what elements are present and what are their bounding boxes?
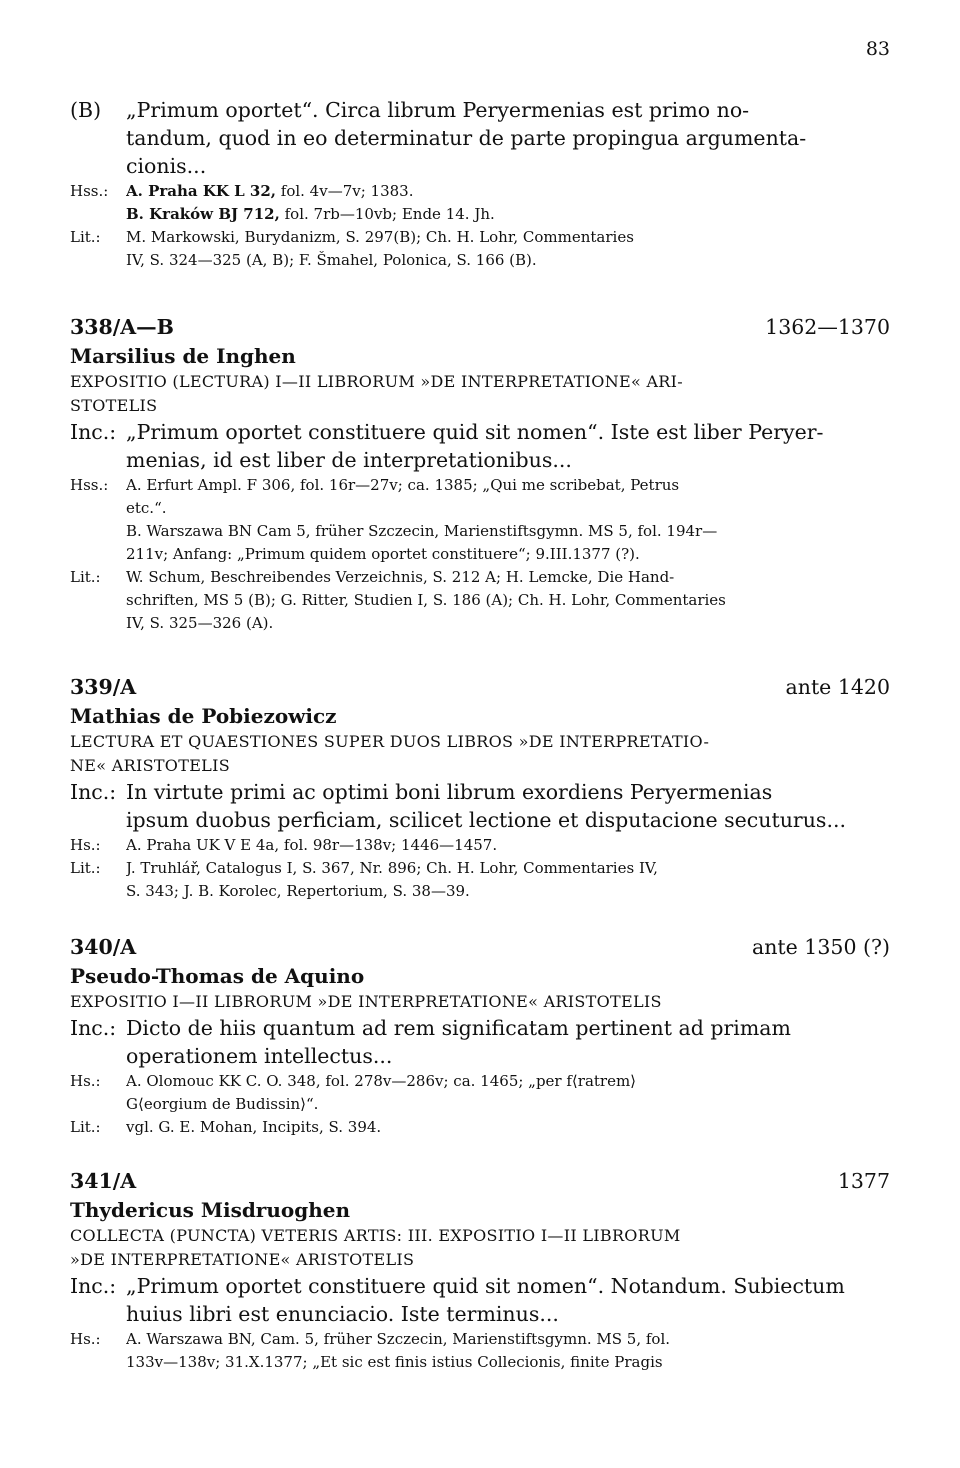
entry-338 bbox=[70, 312, 890, 635]
hss-label: Hss.: bbox=[70, 476, 109, 494]
hss-line: B. Warszawa BN Cam 5, früher Szczecin, Marienstiftsgymn. MS 5, fol. 194r— bbox=[126, 522, 718, 540]
lit-line: vgl. G. E. Mohan, Incipits, S. 394. bbox=[126, 1118, 382, 1136]
entry-title-line: STOTELIS bbox=[70, 396, 158, 415]
inc-label: Inc.: bbox=[70, 420, 117, 444]
lit-line: schriften, MS 5 (B); G. Ritter, Studien I, S. 186 (A); Ch. H. Lohr, Commentaries bbox=[126, 591, 726, 609]
page-number: 83 bbox=[865, 38, 890, 60]
hss-detail: fol. 4v—7v; 1383. bbox=[276, 182, 414, 200]
intro-line: tandum, quod in eo determinatur de parte propingua argumenta- bbox=[126, 126, 807, 150]
entry-341 bbox=[70, 1166, 890, 1374]
entry-title-line: EXPOSITIO I—II LIBRORUM »DE INTERPRETATIONE« ARISTOTELIS bbox=[70, 992, 662, 1011]
inc-line: „Primum oportet constituere quid sit nomen“. Iste est liber Peryer- bbox=[126, 420, 824, 444]
hss-line: 211v; Anfang: „Primum quidem oportet constituere“; 9.III.1377 (?). bbox=[126, 545, 640, 563]
entry-author: Mathias de Pobiezowicz bbox=[70, 704, 337, 728]
entry-number: 338/A—B bbox=[70, 315, 175, 339]
inc-line: menias, id est liber de interpretationibus... bbox=[126, 448, 572, 472]
entry-title-line: NE« ARISTOTELIS bbox=[70, 756, 230, 775]
lit-label: Lit.: bbox=[70, 568, 101, 586]
hss-line: 133v—138v; 31.X.1377; „Et sic est finis istius Collecionis, finite Pragis bbox=[126, 1353, 663, 1371]
entry-date: ante 1420 bbox=[785, 675, 890, 699]
lit-line: M. Markowski, Burydanizm, S. 297(B); Ch. H. Lohr, Commentaries bbox=[126, 228, 634, 246]
entry-number: 339/A bbox=[70, 675, 137, 699]
entry-number: 340/A bbox=[70, 935, 137, 959]
inc-label: Inc.: bbox=[70, 1274, 117, 1298]
inc-line: huius libri est enunciacio. Iste terminus... bbox=[126, 1302, 559, 1326]
inc-label: Inc.: bbox=[70, 1016, 117, 1040]
entry-title-line: COLLECTA (PUNCTA) VETERIS ARTIS: III. EXPOSITIO I—II LIBRORUM bbox=[70, 1226, 681, 1245]
entry-author: Thydericus Misdruoghen bbox=[70, 1198, 351, 1222]
lit-label: Lit.: bbox=[70, 859, 101, 877]
shelfmark: B. Kraków BJ 712, bbox=[126, 205, 280, 223]
intro-block bbox=[70, 96, 890, 272]
inc-label: Inc.: bbox=[70, 780, 117, 804]
lit-line: W. Schum, Beschreibendes Verzeichnis, S. 212 A; H. Lemcke, Die Hand- bbox=[126, 568, 675, 586]
entry-date: ante 1350 (?) bbox=[752, 935, 890, 959]
lit-line: IV, S. 325—326 (A). bbox=[126, 614, 274, 632]
inc-line: In virtute primi ac optimi boni librum exordiens Peryermenias bbox=[126, 780, 773, 804]
hss-line: A. Erfurt Ampl. F 306, fol. 16r—27v; ca. 1385; „Qui me scribebat, Petrus bbox=[126, 476, 680, 494]
inc-line: Dicto de hiis quantum ad rem significatam pertinent ad primam bbox=[126, 1016, 791, 1040]
hss-label: Hs.: bbox=[70, 1072, 101, 1090]
hss-label: Hs.: bbox=[70, 1330, 101, 1348]
hss-detail: fol. 7rb—10vb; Ende 14. Jh. bbox=[279, 205, 495, 223]
inc-line: operationem intellectus... bbox=[126, 1044, 393, 1068]
entry-title-line: »DE INTERPRETATIONE« ARISTOTELIS bbox=[70, 1250, 415, 1269]
hss-line: A. Warszawa BN, Cam. 5, früher Szczecin, Marienstiftsgymn. MS 5, fol. bbox=[126, 1330, 671, 1348]
entry-date: 1362—1370 bbox=[765, 315, 890, 339]
intro-line: cionis... bbox=[126, 154, 207, 178]
lit-line: S. 343; J. B. Korolec, Repertorium, S. 38—39. bbox=[126, 882, 470, 900]
entry-340 bbox=[70, 932, 890, 1139]
entry-author: Pseudo-Thomas de Aquino bbox=[70, 964, 365, 988]
entry-author: Marsilius de Inghen bbox=[70, 344, 296, 368]
entry-number: 341/A bbox=[70, 1169, 137, 1193]
lit-line: IV, S. 324—325 (A, B); F. Šmahel, Polonica, S. 166 (B). bbox=[126, 251, 537, 269]
intro-line: „Primum oportet“. Circa librum Peryermenias est primo no- bbox=[126, 98, 750, 122]
hss-line: G⟨eorgium de Budissin⟩“. bbox=[126, 1095, 319, 1113]
hss-line: etc.“. bbox=[126, 499, 167, 517]
lit-line: J. Truhlář, Catalogus I, S. 367, Nr. 896; Ch. H. Lohr, Commentaries IV, bbox=[126, 859, 658, 877]
hss-line: A. Praha UK V E 4a, fol. 98r—138v; 1446—1457. bbox=[126, 836, 498, 854]
inc-line: ipsum duobus perficiam, scilicet lectione et disputacione secuturus... bbox=[126, 808, 846, 832]
intro-label: (B) bbox=[70, 98, 102, 122]
lit-label: Lit.: bbox=[70, 1118, 101, 1136]
lit-label: Lit.: bbox=[70, 228, 101, 246]
entry-date: 1377 bbox=[837, 1169, 890, 1193]
hss-line: A. Olomouc KK C. O. 348, fol. 278v—286v; ca. 1465; „per f⟨ratrem⟩ bbox=[126, 1072, 637, 1090]
entry-title-line: EXPOSITIO (LECTURA) I—II LIBRORUM »DE INTERPRETATIONE« ARI- bbox=[70, 372, 683, 391]
hss-label: Hss.: bbox=[70, 182, 109, 200]
entry-title-line: LECTURA ET QUAESTIONES SUPER DUOS LIBROS »DE INTERPRETATIO- bbox=[70, 732, 710, 751]
inc-line: „Primum oportet constituere quid sit nomen“. Notandum. Subiectum bbox=[126, 1274, 845, 1298]
shelfmark: A. Praha KK L 32, bbox=[126, 182, 276, 200]
entry-339 bbox=[70, 672, 890, 903]
hss-label: Hs.: bbox=[70, 836, 101, 854]
